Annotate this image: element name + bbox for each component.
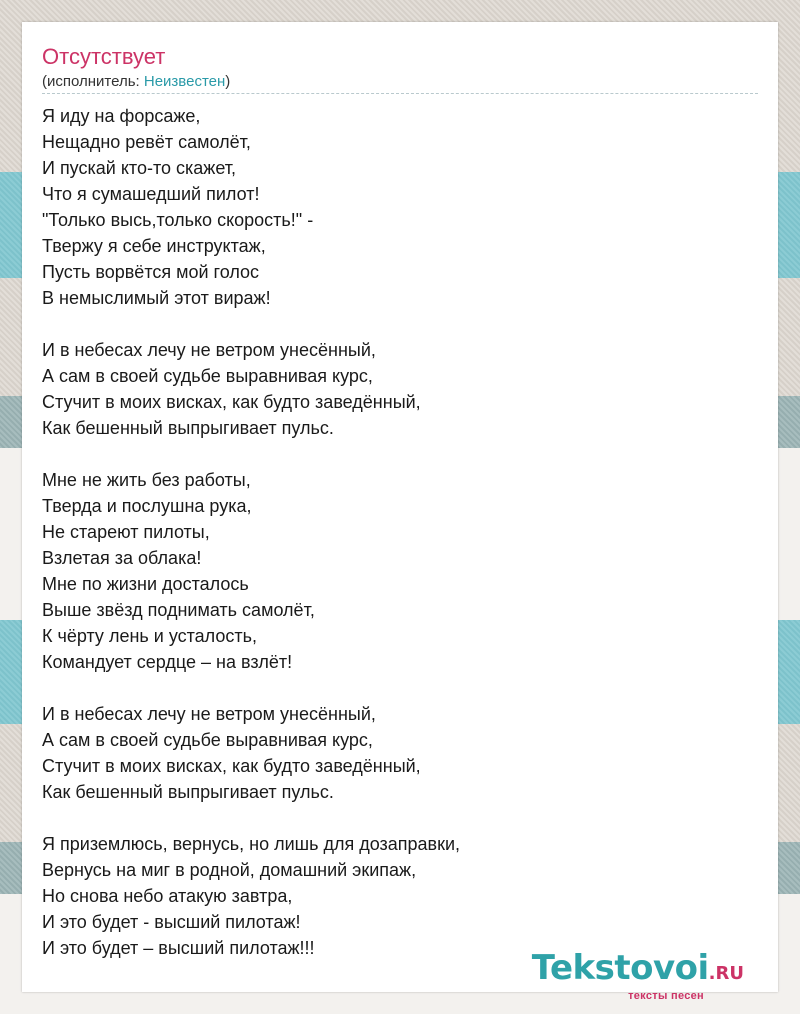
lyric-line: А сам в своей судьбе выравнивая курс, [42, 730, 373, 750]
lyric-line: Взлетая за облака! [42, 548, 202, 568]
lyric-line: Я приземлюсь, вернусь, но лишь для дозаправки, [42, 834, 461, 854]
lyric-line: И пускай кто-то скажет, [42, 158, 236, 178]
lyric-line: И это будет – высший пилотаж!!! [42, 938, 315, 958]
logo-name: Tekstovoi [531, 948, 709, 988]
lyric-line: Твержу я себе инструктаж, [42, 236, 266, 256]
lyric-line: А сам в своей судьбе выравнивая курс, [42, 366, 373, 386]
stanza [42, 701, 758, 805]
lyric-line: Стучит в моих висках, как будто заведённый, [42, 756, 421, 776]
lyric-line: Пусть ворвётся мой голос [42, 262, 260, 282]
lyrics-card [22, 22, 778, 1002]
lyric-line: "Только высь,только скорость!" - [42, 210, 314, 230]
lyric-line: Тверда и послушна рука, [42, 496, 252, 516]
stanza [42, 337, 758, 441]
lyric-line: Вернусь на миг в родной, домашний экипаж, [42, 860, 417, 880]
lyric-line: Мне не жить без работы, [42, 470, 251, 490]
lyric-line: Командует сердце – на взлёт! [42, 652, 293, 672]
divider [42, 93, 758, 94]
lyric-line: Нещадно ревёт самолёт, [42, 132, 251, 152]
lyric-line: Что я сумашедший пилот! [42, 184, 260, 204]
lyric-line: Выше звёзд поднимать самолёт, [42, 600, 315, 620]
artist-suffix: ) [225, 73, 231, 90]
song-title: Отсутствует [42, 44, 166, 69]
artist-prefix: (исполнитель: [42, 73, 144, 90]
stanza [42, 831, 758, 961]
artist-line [42, 72, 230, 92]
lyric-line: И в небесах лечу не ветром унесённый, [42, 340, 376, 360]
lyric-line: Не стареют пилоты, [42, 522, 210, 542]
lyric-line: Как бешенный выпрыгивает пульс. [42, 418, 334, 438]
lyric-line: Я иду на форсаже, [42, 106, 201, 126]
lyric-line: И в небесах лечу не ветром унесённый, [42, 704, 376, 724]
lyric-line: В немыслимый этот вираж! [42, 288, 271, 308]
stanza [42, 103, 758, 311]
logo-tagline: тексты песен [628, 990, 704, 1002]
lyric-line: Мне по жизни досталось [42, 574, 249, 594]
artist-link[interactable]: Неизвестен [143, 73, 226, 90]
lyric-line: Как бешенный выпрыгивает пульс. [42, 782, 334, 802]
lyric-line: И это будет - высший пилотаж! [42, 912, 301, 932]
lyric-line: Стучит в моих висках, как будто заведённый, [42, 392, 421, 412]
lyrics-text [42, 103, 758, 987]
lyric-line: Но снова небо атакую завтра, [42, 886, 293, 906]
site-logo[interactable] [531, 948, 744, 1008]
logo-wordmark [532, 948, 744, 994]
stanza [42, 467, 758, 675]
lyric-line: К чёрту лень и усталость, [42, 626, 258, 646]
logo-domain: .RU [708, 963, 744, 984]
